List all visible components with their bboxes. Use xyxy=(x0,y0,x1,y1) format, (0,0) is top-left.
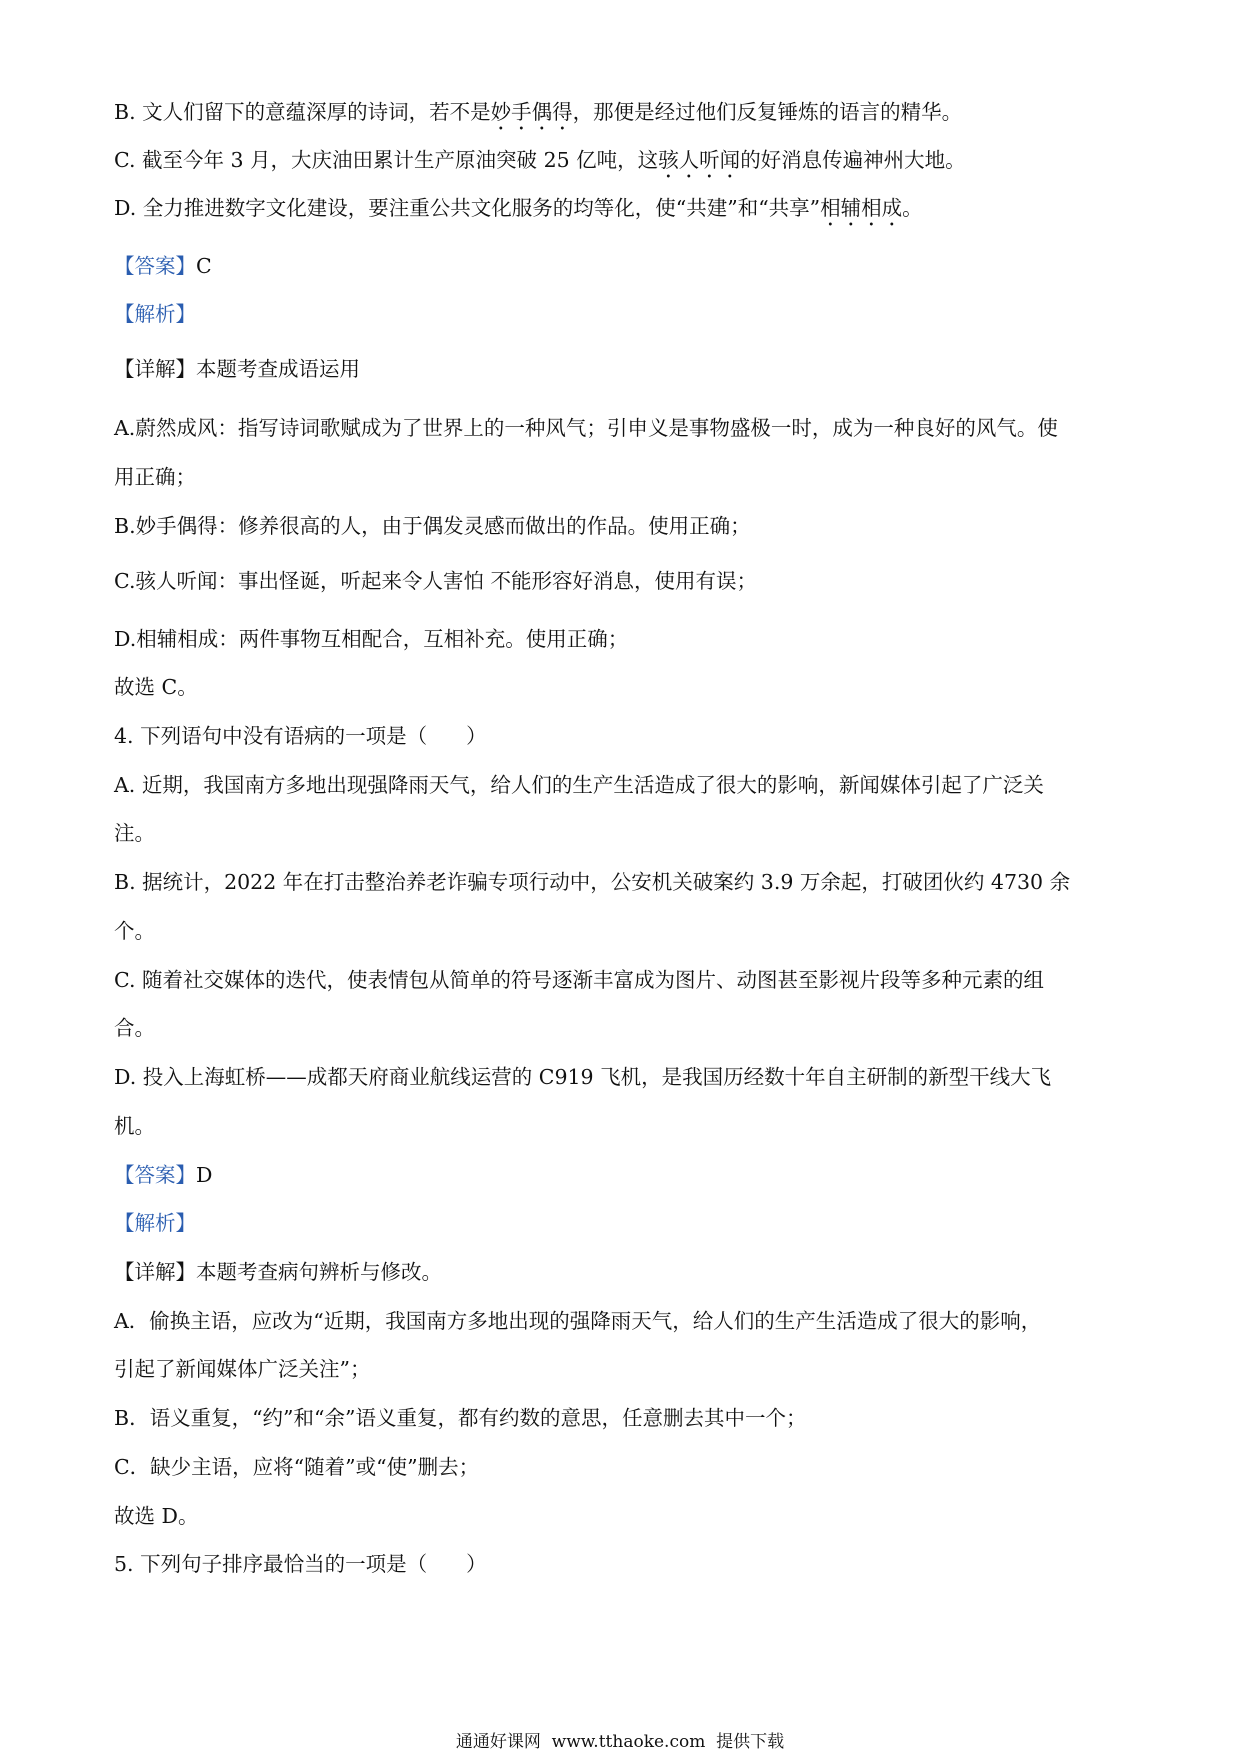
q4-answer xyxy=(114,1160,1124,1190)
q4-option-a-cont: 注。 xyxy=(114,821,155,845)
q3-answer xyxy=(114,251,1124,281)
answer-value: C xyxy=(196,254,212,278)
q4-detail: 【详解】本题考查病句辨析与修改。 xyxy=(114,1260,442,1284)
q3-explanation-a-cont: 用正确； xyxy=(114,465,196,489)
q3-option-b-text: B. 文人们留下的意蕴深厚的诗词，若不是 xyxy=(114,100,491,124)
q3-explanation-c: C.骇人听闻：事出怪诞，听起来令人害怕 不能形容好消息，使用有误； xyxy=(114,569,757,593)
q3-option-c-text: C. 截至今年 3 月，大庆油田累计生产原油突破 25 亿吨，这 xyxy=(114,148,659,172)
q3-option-d-text: D. 全力推进数字文化建设，要注重公共文化服务的均等化，使“共建”和“共享” xyxy=(114,196,821,220)
q3-detail: 【详解】本题考查成语运用 xyxy=(114,357,360,381)
q3-option-d-text-end: 。 xyxy=(902,196,923,220)
q4-option-b: B. 据统计，2022 年在打击整治养老诈骗专项行动中，公安机关破案约 3.9 万余起，打破团伙约 4730 余 xyxy=(114,870,1071,894)
q3-option-b-idiom: 妙手偶得 xyxy=(490,100,573,124)
q5-stem: 5. 下列句子排序最恰当的一项是（ ） xyxy=(114,1552,487,1576)
q3-option-b-text-end: ，那便是经过他们反复锤炼的语言的精华。 xyxy=(572,100,963,124)
q4-option-c: C. 随着社交媒体的迭代，使表情包从简单的符号逐渐丰富成为图片、动图甚至影视片段等多种元素的组 xyxy=(114,968,1044,992)
analysis-tag: 【解析】 xyxy=(114,1211,196,1235)
q4-explanation-b: B．语义重复，“约”和“余”语义重复，都有约数的意思，任意删去其中一个； xyxy=(114,1406,807,1430)
answer-value: D xyxy=(196,1163,213,1187)
q3-option-c-idiom: 骇人听闻 xyxy=(658,148,741,172)
page-footer: 通通好课网 www.tthaoke.com 提供下载 xyxy=(455,1732,785,1752)
q4-analysis-tag xyxy=(114,1208,1124,1238)
q4-explanation-a-cont: 引起了新闻媒体广泛关注”； xyxy=(114,1357,371,1381)
q3-explanation-b: B.妙手偶得：修养很高的人，由于偶发灵感而做出的作品。使用正确； xyxy=(114,514,751,538)
q4-option-c-cont: 合。 xyxy=(114,1016,155,1040)
q4-explanation-a: A．偷换主语，应改为“近期，我国南方多地出现的强降雨天气，给人们的生产生活造成了很大的影响， xyxy=(114,1309,1042,1333)
q3-option-c-text-end: 的好消息传遍神州大地。 xyxy=(740,148,966,172)
q4-explanation-c: C．缺少主语，应将“随着”或“使”删去； xyxy=(114,1455,480,1479)
q3-explanation-a: A.蔚然成风：指写诗词歌赋成为了世界上的一种风气；引申义是事物盛极一时，成为一种良好的风气。使 xyxy=(114,416,1058,440)
q3-analysis-tag xyxy=(114,299,1124,329)
q3-option-d xyxy=(114,193,1124,231)
q4-option-b-cont: 个。 xyxy=(114,919,155,943)
analysis-tag: 【解析】 xyxy=(114,302,196,326)
q3-conclusion: 故选 C。 xyxy=(114,675,198,699)
q3-option-c xyxy=(114,145,1124,183)
q4-option-d-cont: 机。 xyxy=(114,1114,155,1138)
q4-option-d: D. 投入上海虹桥——成都天府商业航线运营的 C919 飞机，是我国历经数十年自主研制的新型干线大飞 xyxy=(114,1065,1052,1089)
q4-conclusion: 故选 D。 xyxy=(114,1504,199,1528)
q3-option-d-idiom: 相辅相成 xyxy=(820,196,903,220)
q3-explanation-d: D.相辅相成：两件事物互相配合，互相补充。使用正确； xyxy=(114,627,629,651)
answer-tag: 【答案】 xyxy=(114,1163,196,1187)
q3-option-b xyxy=(114,97,1124,135)
answer-tag: 【答案】 xyxy=(114,254,196,278)
q4-stem: 4. 下列语句中没有语病的一项是（ ） xyxy=(114,724,487,748)
q4-option-a: A. 近期，我国南方多地出现强降雨天气，给人们的生产生活造成了很大的影响，新闻媒体引起了广泛关 xyxy=(114,773,1044,797)
